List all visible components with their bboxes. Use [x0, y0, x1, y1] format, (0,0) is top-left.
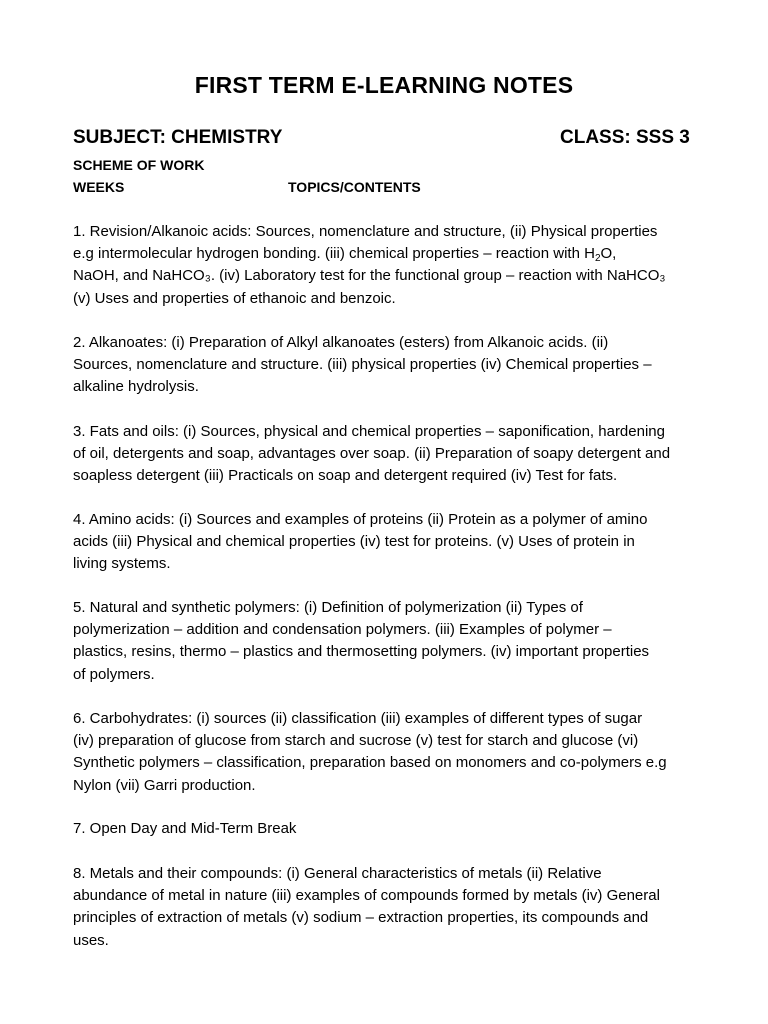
scheme-of-work-heading: SCHEME OF WORK [73, 157, 205, 173]
topic-line [73, 509, 723, 531]
line-text: uses. [73, 931, 109, 949]
topic-line [73, 376, 723, 398]
topics-column-header: TOPICS/CONTENTS [288, 179, 421, 195]
topic-item [73, 421, 723, 488]
line-text: e.g intermolecular hydrogen bonding. (iii) chemical properties – reaction with H [73, 245, 595, 263]
topic-line [73, 708, 723, 730]
line-text: Nylon (vii) Garri production. [73, 776, 256, 794]
topic-line [73, 553, 723, 575]
topic-line [73, 531, 723, 553]
line-text: polymerization – addition and condensation polymers. (iii) Examples of polymer – [73, 621, 612, 639]
line-text: 3. Fats and oils: (i) Sources, physical and chemical properties – saponification, hardening [73, 423, 665, 440]
topic-line [73, 221, 723, 243]
line-text: alkaline hydrolysis. [73, 378, 199, 396]
topic-line [73, 930, 723, 952]
line-text: 4. Amino acids: (i) Sources and examples of proteins (ii) Protein as a polymer of amino [73, 511, 648, 528]
topic-line [73, 641, 723, 663]
topic-line [73, 619, 723, 641]
line-text: 2. Alkanoates: (i) Preparation of Alkyl alkanoates (esters) from Alkanoic acids. (ii) [73, 334, 609, 351]
line-text: soapless detergent (iii) Practicals on soap and detergent required (iv) Test for fats. [73, 467, 618, 485]
topic-line [73, 265, 723, 287]
line-text: plastics, resins, thermo – plastics and thermosetting polymers. (iv) important properties [73, 643, 650, 661]
line-text: living systems. [73, 555, 171, 573]
topic-line [73, 288, 723, 310]
line-text: principles of extraction of metals (v) sodium – extraction properties, its compounds and [73, 909, 649, 927]
subscript-text: 2 [594, 253, 601, 265]
topic-line [73, 818, 723, 840]
weeks-column-header: WEEKS [73, 179, 125, 195]
line-text: acids (iii) Physical and chemical properties (iv) test for proteins. (v) Uses of protein in [73, 533, 635, 551]
topic-line [73, 354, 723, 376]
topic-item [73, 509, 723, 576]
topic-line [73, 664, 723, 686]
topic-line [73, 332, 723, 354]
subject-label: SUBJECT: CHEMISTRY [73, 127, 283, 148]
line-text: of oil, detergents and soap, advantages over soap. (ii) Preparation of soapy detergent and [73, 445, 671, 463]
topic-line [73, 243, 723, 265]
topic-item [73, 332, 723, 399]
line-text: 1. Revision/Alkanoic acids: Sources, nomenclature and structure, (ii) Physical properties [73, 223, 658, 240]
line-text: Sources, nomenclature and structure. (iii) physical properties (iv) Chemical properties – [73, 356, 652, 374]
topic-line [73, 443, 723, 465]
topic-item [73, 708, 723, 797]
document-title: FIRST TERM E-LEARNING NOTES [194, 72, 574, 98]
line-text: (iv) preparation of glucose from starch and sucrose (v) test for starch and glucose (vi) [73, 732, 639, 750]
line-text: 5. Natural and synthetic polymers: (i) Definition of polymerization (ii) Types of [73, 599, 583, 616]
line-text: Synthetic polymers – classification, preparation based on monomers and co-polymers e.g [73, 754, 667, 772]
topic-line [73, 863, 723, 885]
line-text: NaOH, and NaHCO₃. (iv) Laboratory test for the functional group – reaction with NaHCO₃ [73, 267, 666, 285]
topic-line [73, 421, 723, 443]
line-text: abundance of metal in nature (iii) examples of compounds formed by metals (iv) General [73, 887, 660, 905]
topic-item [73, 597, 723, 686]
topic-line [73, 597, 723, 619]
class-label: CLASS: SSS 3 [560, 127, 690, 148]
topic-line [73, 907, 723, 929]
topic-line [73, 775, 723, 797]
topic-item [73, 818, 723, 840]
line-text: O, [600, 245, 617, 263]
topic-line [73, 465, 723, 487]
line-text: of polymers. [73, 665, 155, 683]
line-text: (v) Uses and properties of ethanoic and benzoic. [73, 289, 396, 307]
line-text: 7. Open Day and Mid-Term Break [73, 820, 297, 837]
line-text: 6. Carbohydrates: (i) sources (ii) classification (iii) examples of different types of sugar [73, 710, 643, 727]
line-text: 8. Metals and their compounds: (i) General characteristics of metals (ii) Relative [73, 865, 602, 882]
topic-item [73, 863, 723, 952]
topic-line [73, 752, 723, 774]
topic-line [73, 885, 723, 907]
topic-line [73, 730, 723, 752]
topic-item [73, 221, 723, 310]
